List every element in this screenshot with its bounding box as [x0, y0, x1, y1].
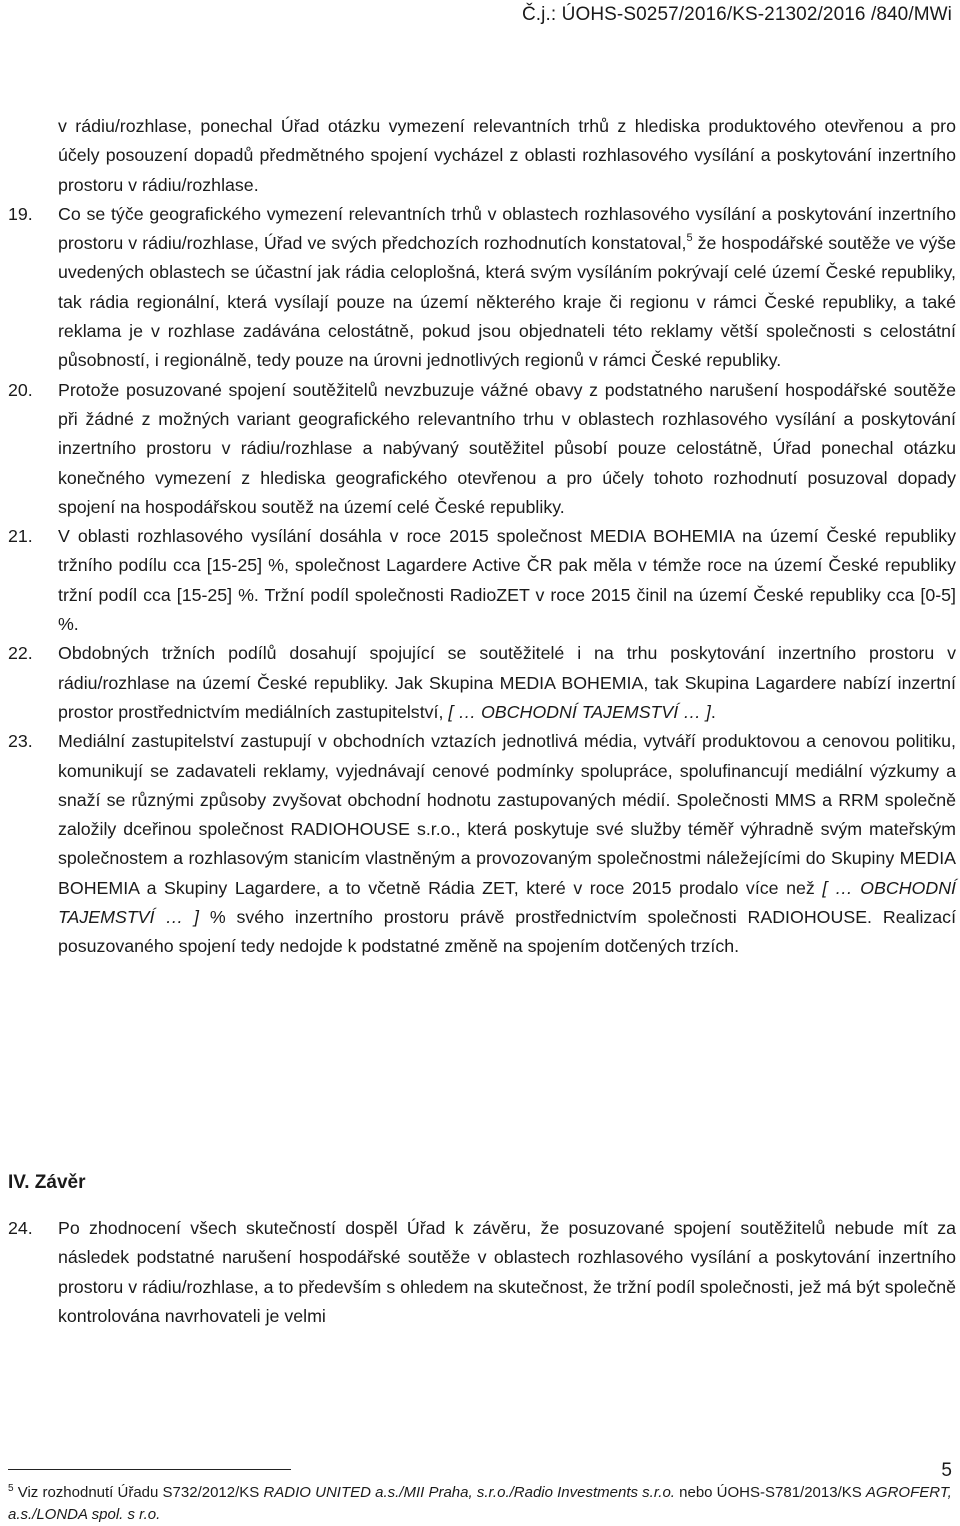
paragraph-number: 19.	[8, 203, 33, 224]
footnote-reference[interactable]: 5	[686, 232, 693, 245]
paragraph-text: Obdobných tržních podílů dosahují spojující se soutěžitelé i na trhu poskytování inzertního prostoru v rádiu/rozhlase na území České republiky. Jak Skupina MEDIA BOHEMIA, tak Skupina Lagardere nabízí inzertní prostor prostřednictvím mediálních zastupitelství, [ … OBCHODNÍ TAJEMSTVÍ … ].	[58, 643, 956, 722]
paragraph-number: 24.	[8, 1218, 33, 1238]
paragraph-number: 23.	[8, 731, 33, 752]
redaction-trade-secret: [ … OBCHODNÍ TAJEMSTVÍ … ]	[448, 701, 711, 722]
footnote-divider	[8, 1469, 291, 1470]
footnote: $^5$ Viz rozhodnutí Úřadu S732/2012/KS RADIO UNITED a.s./MII Praha, s.r.o./Radio Investments s.r.o. nebo ÚOHS-S781/2013/KS AGROFERT, a.s./LONDA spol. s r.o.	[8, 1483, 952, 1523]
paragraph-text: Po zhodnocení všech skutečností dospěl Úřad k závěru, že posuzované spojení soutěžitelů nebude mít za následek podstatné narušení hospodářské soutěže v oblastech rozhlasového vysílání a poskytování inzertního prostoru v rádiu/rozhlase, a to především s ohledem na skutečnost, že tržní podíl společnosti, jež má být společně kontrolována navrhovateli je velmi	[58, 1218, 956, 1326]
paragraph-21	[8, 522, 956, 639]
paragraph-22	[8, 639, 956, 727]
paragraph-text: Protože posuzované spojení soutěžitelů nevzbuzuje vážné obavy z podstatného narušení hospodářské soutěže při žádné z možných variant geografického relevantního trhu v oblastech rozhlasového vysílání a poskytování inzertního prostoru v rádiu/rozhlase a nabývaný soutěžitel působí pouze celostátně, Úřad ponechal otázku konečného vymezení z hlediska geografického otevřenou a pro účely tohoto rozhodnutí posuzoval dopady spojení na hospodářskou soutěž na území celé České republiky.	[58, 379, 956, 517]
redaction-trade-secret: [ … OBCHODNÍ TAJEMSTVÍ … ]	[58, 877, 956, 928]
paragraph-23	[8, 727, 956, 961]
paragraph-text: V oblasti rozhlasového vysílání dosáhla v roce 2015 společnost MEDIA BOHEMIA na území České republiky tržního podílu cca [15-25] %, společnost Lagardere Active ČR pak měla v témže roce na území České republiky tržní podíl cca [15-25] %. Tržní podíl společnosti RadioZET v roce 2015 činil na území České republiky cca [0-5] %.	[58, 526, 956, 635]
paragraph-text: Co se týče geografického vymezení relevantních trhů v oblastech rozhlasového vysílání a poskytování inzertního prostoru v rádiu/rozhlase, Úřad ve svých předchozích rozhodnutích konstatoval,$^5$ že hospodářské soutěže ve výše uvedených oblastech se účastní jak rádia celoplošná, která svým vysíláním pokrývají celé území České republiky, tak rádia regionální, která vysílají pouze na území některého kraje či regionu v rámci České republiky, a také reklama je v rozhlase zadávána celostátně, pokud jsou objednateli této reklamy větší společnosti s celostátní působností, i regionálně, tedy pouze na úrovni jednotlivých regionů v rámci České republiky.	[58, 203, 956, 371]
paragraph-text: Mediální zastupitelství zastupují v obchodních vztazích jednotlivá média, vytváří produktovou a cenovou politiku, komunikují se zadavateli reklamy, vyjednávají cenové podmínky spolupráce, spolufinancují mediální výzkumy a snaží se různými způsoby zvyšovat obchodní hodnotu zastupovaných médií. Společnosti MMS a RRM společně založily dceřinou společnost RADIOHOUSE s.r.o., která poskytuje své služby téměř výhradně svým mateřským společnostem a rozhlasovým stanicím vlastněným a provozovaným společnostmi náležejícími do Skupiny MEDIA BOHEMIA a Skupiny Lagardere, a to včetně Rádia ZET, které v roce 2015 prodalo více než [ … OBCHODNÍ TAJEMSTVÍ … ] % svého inzertního prostoru právě prostřednictvím společnosti RADIOHOUSE. Realizací posuzovaného spojení tedy nedojde k podstatné změně na spojením dotčených trzích.	[58, 731, 957, 957]
paragraph-number: 21.	[8, 526, 33, 547]
footnote-marker: 5	[8, 1483, 14, 1494]
document-reference: Č.j.: ÚOHS-S0257/2016/KS-21302/2016 /840/MWi	[521, 4, 952, 25]
page-number: 5	[941, 1460, 952, 1481]
paragraph-20	[8, 376, 956, 522]
main-text	[8, 112, 956, 962]
continued-paragraph: v rádiu/rozhlase, ponechal Úřad otázku vymezení relevantních trhů z hlediska produktového otevřenou a pro účely posouzení dopadů předmětného spojení vycházel z oblasti rozhlasového vysílání a poskytování inzertního prostoru v rádiu/rozhlase.	[58, 116, 956, 195]
section-heading: IV. Závěr	[8, 1172, 86, 1193]
paragraph-number: 20.	[8, 379, 33, 400]
paragraph-number: 22.	[8, 643, 33, 664]
paragraph-24	[8, 1214, 956, 1331]
conclusion-text	[8, 1214, 956, 1331]
paragraph-19	[8, 200, 956, 376]
